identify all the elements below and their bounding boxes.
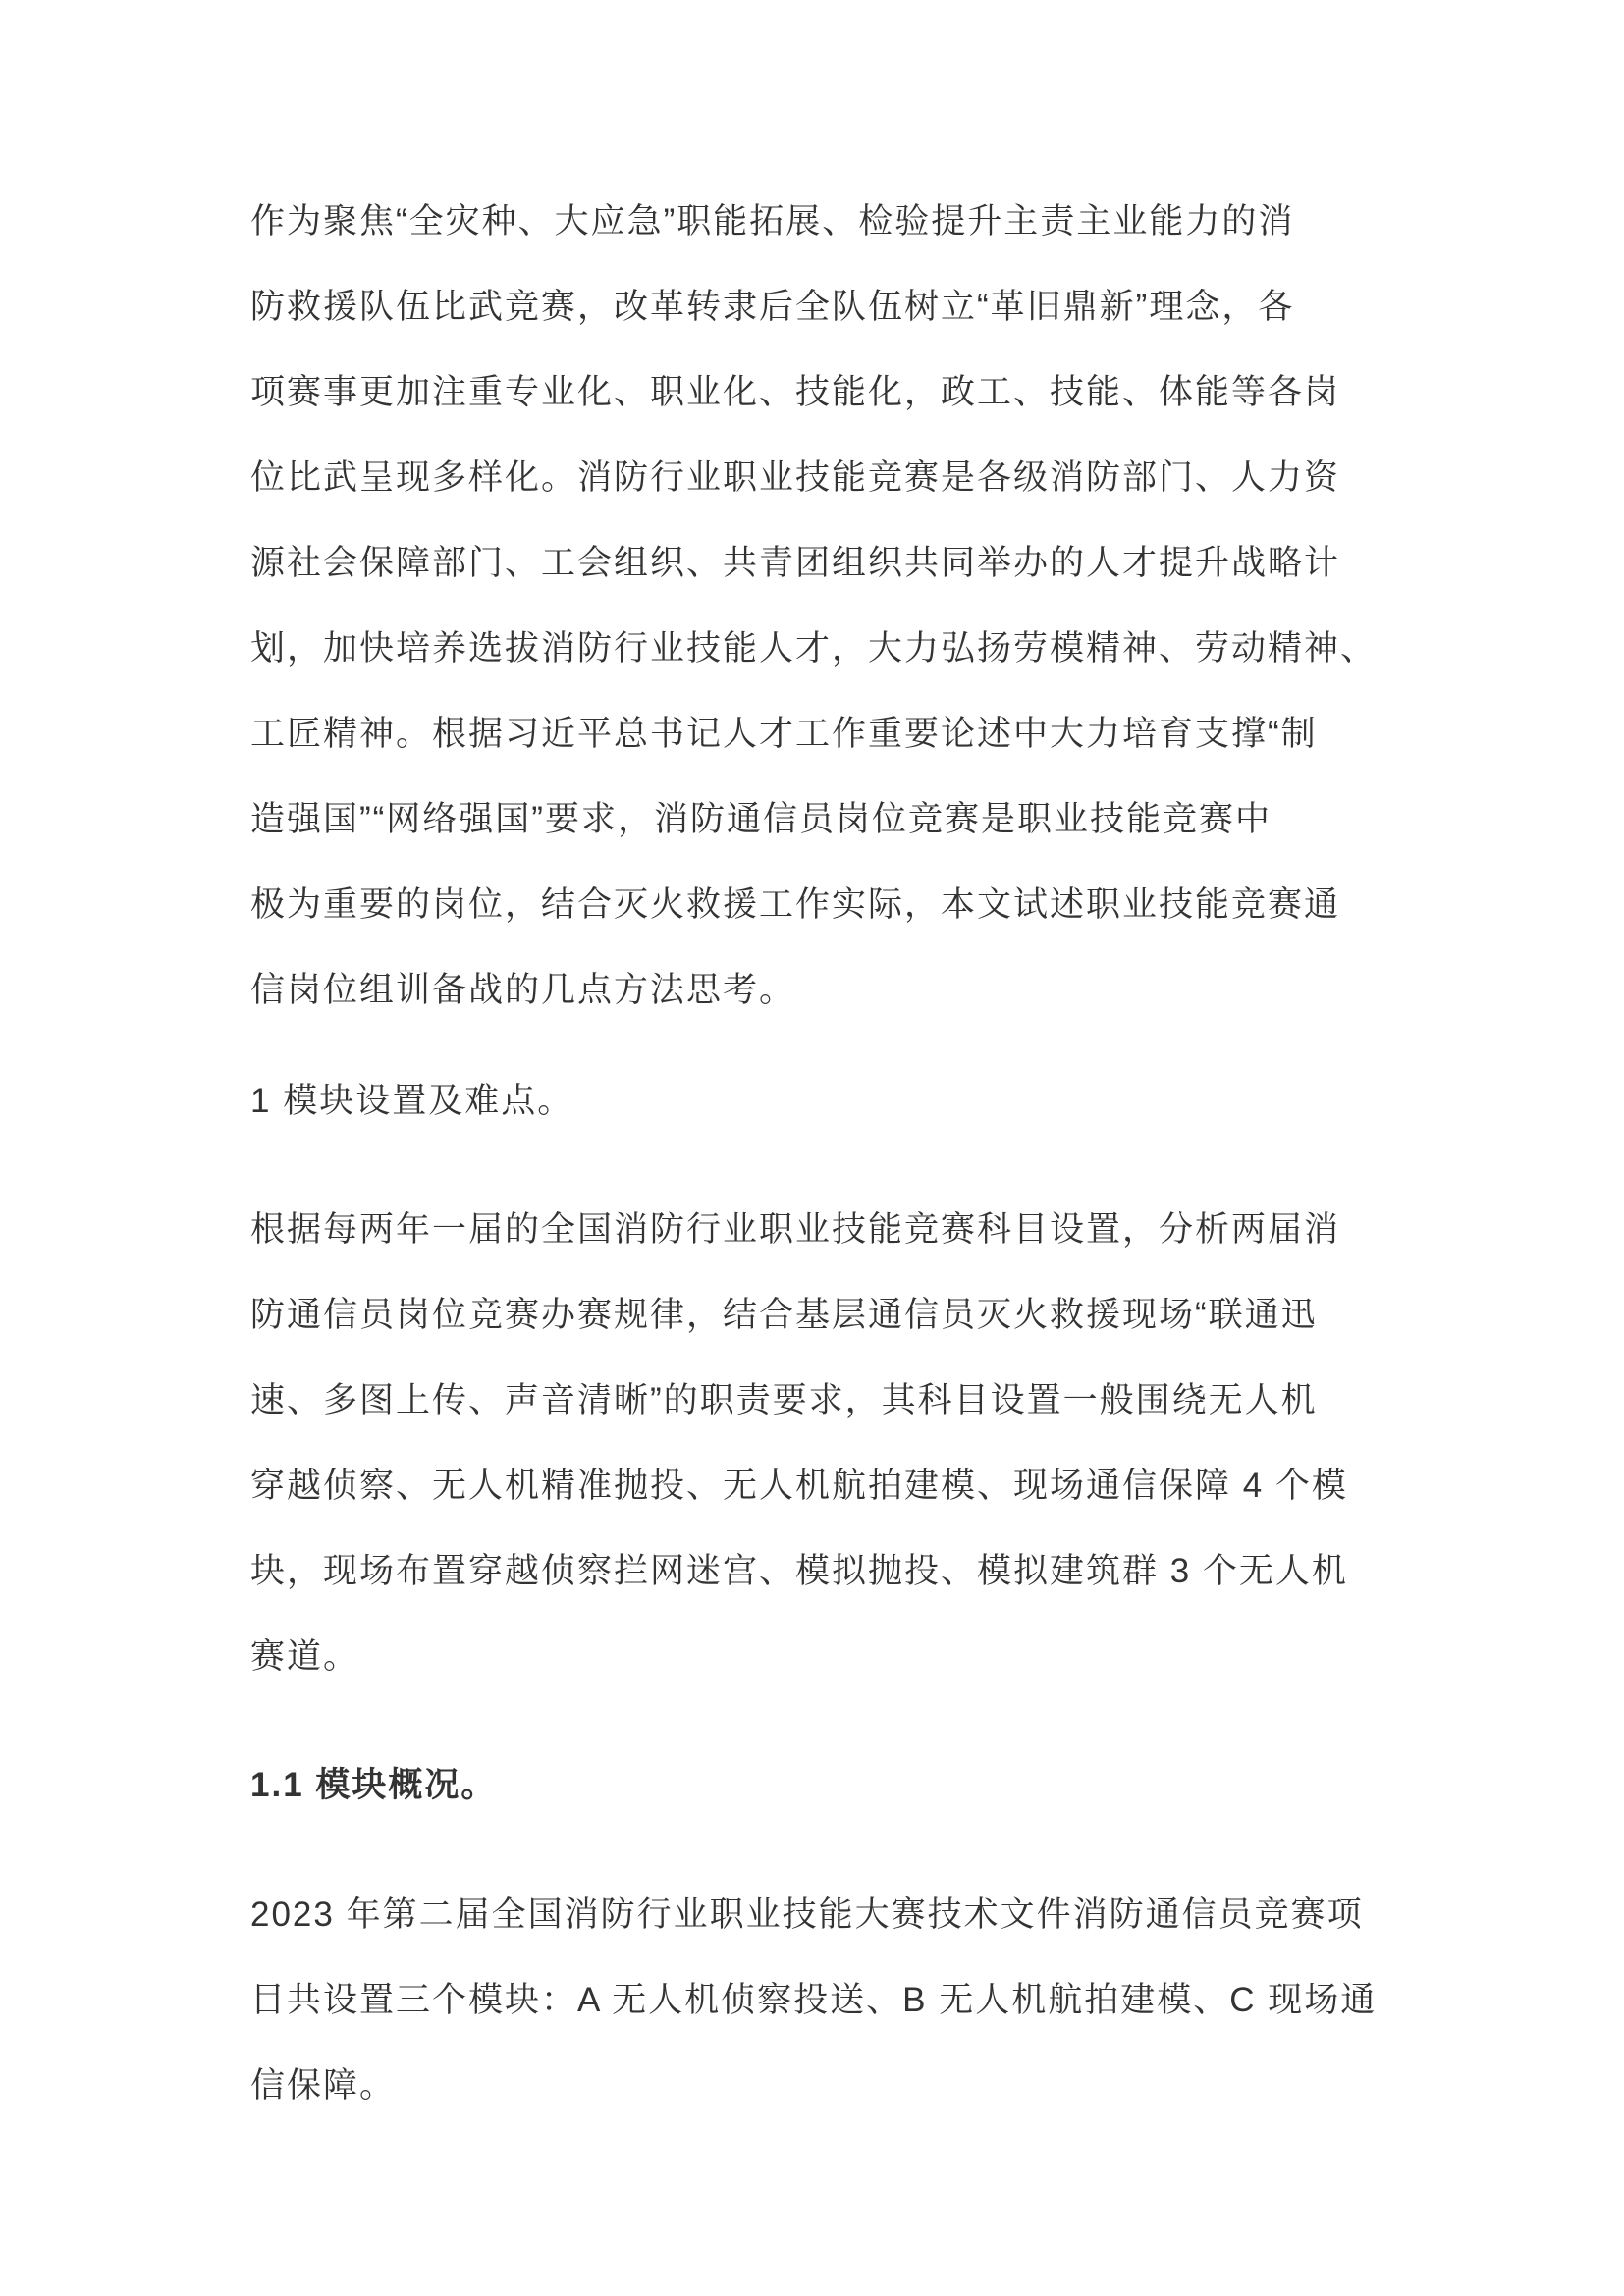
text-line: 作为聚焦“全灾种、大应急”职能拓展、检验提升主责主业能力的消 — [250, 202, 1295, 240]
text-line: 根据每两年一届的全国消防行业职业技能竞赛科目设置，分析两届消 — [250, 1210, 1341, 1249]
heading-text: 1.1 模块概况。 — [250, 1766, 498, 1804]
text-line: 划，加快培养选拔消防行业技能人才，大力弘扬劳模精神、劳动精神、 — [250, 629, 1378, 667]
section-heading-1 — [250, 1058, 1429, 1144]
text-line: 防通信员岗位竞赛办赛规律，结合基层通信员灭火救援现场“联通迅 — [250, 1296, 1318, 1334]
section-heading-1-1 — [250, 1742, 1429, 1828]
text-line: 块，现场布置穿越侦察拦网迷宫、模拟抛投、模拟建筑群 3 个无人机 — [250, 1552, 1348, 1590]
text-line: 防救援队伍比武竞赛，改革转隶后全队伍树立“革旧鼎新”理念，各 — [250, 288, 1295, 326]
text-line: 穿越侦察、无人机精准抛投、无人机航拍建模、现场通信保障 4 个模 — [250, 1467, 1348, 1505]
intro-paragraph — [250, 179, 1429, 1033]
text-line: 赛道。 — [250, 1637, 360, 1676]
text-line: 极为重要的岗位，结合灭火救援工作实际，本文试述职业技能竞赛通 — [250, 885, 1341, 924]
text-line: 项赛事更加注重专业化、职业化、技能化，政工、技能、体能等各岗 — [250, 373, 1341, 411]
text-line: 造强国”“网络强国”要求，消防通信员岗位竞赛是职业技能竞赛中 — [250, 800, 1272, 838]
text-line: 目共设置三个模块：A 无人机侦察投送、B 无人机航拍建模、C 现场通 — [250, 1981, 1378, 2019]
text-line: 信保障。 — [250, 2066, 397, 2105]
text-line: 速、多图上传、声音清晰”的职责要求，其科目设置一般围绕无人机 — [250, 1381, 1318, 1419]
text-line: 工匠精神。根据习近平总书记人才工作重要论述中大力培育支撑“制 — [250, 715, 1318, 753]
section-1-paragraph — [250, 1187, 1429, 1699]
heading-text: 1 模块设置及难点。 — [250, 1082, 574, 1120]
text-line: 2023 年第二届全国消防行业职业技能大赛技术文件消防通信员竞赛项 — [250, 1896, 1364, 1934]
text-line: 源社会保障部门、工会组织、共青团组织共同举办的人才提升战略计 — [250, 544, 1341, 582]
text-line: 信岗位组训备战的几点方法思考。 — [250, 971, 796, 1009]
text-line: 位比武呈现多样化。消防行业职业技能竞赛是各级消防部门、人力资 — [250, 458, 1341, 497]
section-1-1-paragraph — [250, 1872, 1429, 2128]
